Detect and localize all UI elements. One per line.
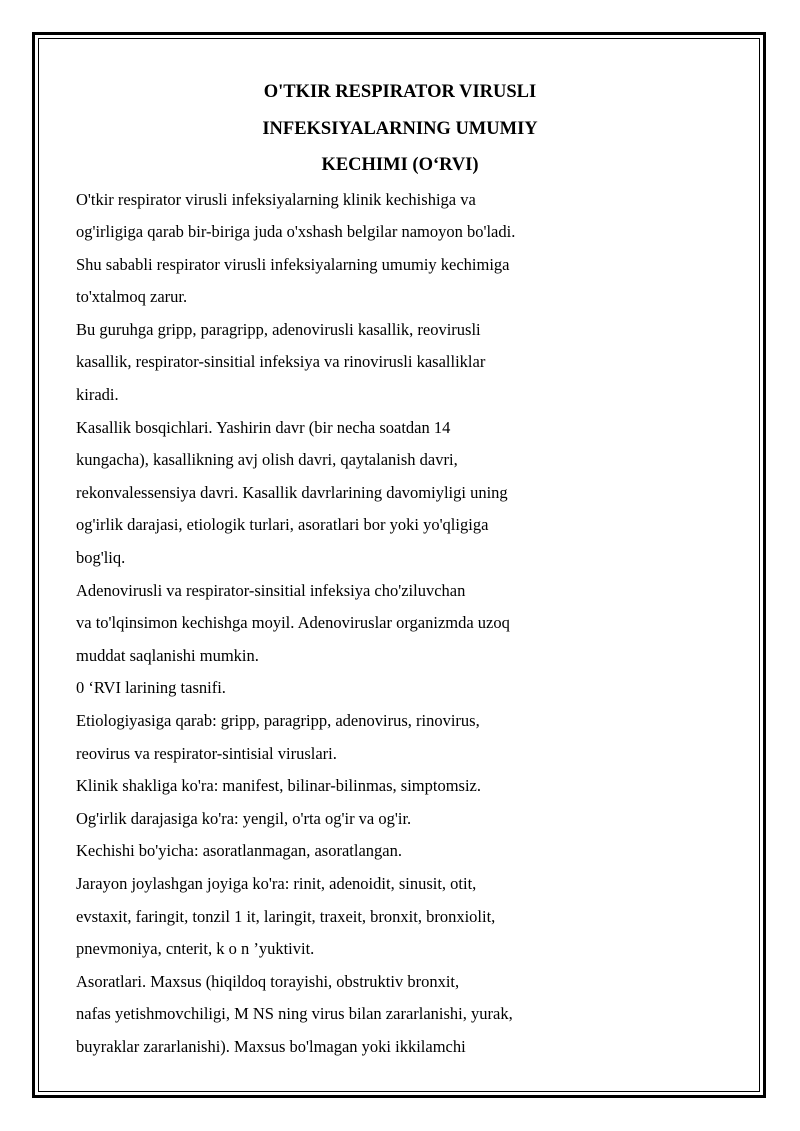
body-line: rekonvalessensiya davri. Kasallik davrlarining davomiyligi uning [76, 482, 508, 502]
body-line: va to'lqinsimon kechishga moyil. Adenoviruslar organizmda uzoq [76, 613, 510, 633]
body-line: Klinik shakliga ko'ra: manifest, bilinar-bilinmas, simptomsiz. [76, 776, 481, 796]
body-line: muddat saqlanishi mumkin. [76, 645, 259, 665]
document-title [76, 74, 724, 184]
body-line: to'xtalmoq zarur. [76, 287, 188, 307]
body-line: pnevmoniya, cnterit, k o n ’yuktivit. [76, 939, 315, 959]
body-line: O'tkir respirator virusli infeksiyalarning klinik kechishiga va [76, 189, 476, 209]
title-line: KECHIMI (O‘RVI) [321, 155, 479, 175]
body-line: Shu sababli respirator virusli infeksiyalarning umumiy kechimiga [76, 254, 510, 274]
body-line: kasallik, respirator-sinsitial infeksiya va rinovirusli kasalliklar [76, 352, 486, 372]
title-line: INFEKSIYALARNING UMUMIY [262, 118, 538, 139]
body-line: kiradi. [76, 385, 119, 405]
body-line: kungacha), kasallikning avj olish davri, qaytalanish davri, [76, 450, 458, 470]
body-line: buyraklar zararlanishi). Maxsus bo'lmagan yoki ikkilamchi [76, 1036, 466, 1056]
body-line: Jarayon joylashgan joyiga ko'ra: rinit, adenoidit, sinusit, otit, [76, 873, 477, 893]
body-line: bog'liq. [76, 548, 126, 568]
body-line: Kasallik bosqichlari. Yashirin davr (bir necha soatdan 14 [76, 417, 451, 437]
body-line: Bu guruhga gripp, paragripp, adenovirusli kasallik, reovirusli [76, 319, 481, 339]
body-line: Og'irlik darajasiga ko'ra: yengil, o'rta og'ir va og'ir. [76, 808, 412, 828]
body-line: Etiologiyasiga qarab: gripp, paragripp, adenovirus, rinovirus, [76, 711, 480, 730]
document-body [76, 184, 736, 1064]
body-line: Kechishi bo'yicha: asoratlanmagan, asoratlangan. [76, 841, 402, 861]
body-line: Asoratlari. Maxsus (hiqildoq torayishi, obstruktiv bronxit, [76, 971, 460, 991]
body-line: evstaxit, faringit, tonzil 1 it, laringit, traxeit, bronxit, bronxiolit, [76, 906, 496, 926]
body-line: og'irligiga qarab bir-biriga juda o'xshash belgilar namoyon bo'ladi. [76, 222, 516, 242]
document-content [76, 74, 736, 1064]
body-line: reovirus va respirator-sintisial viruslari. [76, 743, 337, 763]
title-line: O'TKIR RESPIRATOR VIRUSLI [263, 82, 537, 102]
body-line: og'irlik darajasi, etiologik turlari, asoratlari bor yoki yo'qligiga [76, 515, 489, 535]
body-line: Adenovirusli va respirator-sinsitial infeksiya cho'ziluvchan [76, 580, 466, 600]
body-line: nafas yetishmovchiligi, M NS ning virus bilan zararlanishi, yurak, [76, 1004, 513, 1024]
body-line: 0 ‘RVI larining tasnifi. [76, 678, 226, 698]
